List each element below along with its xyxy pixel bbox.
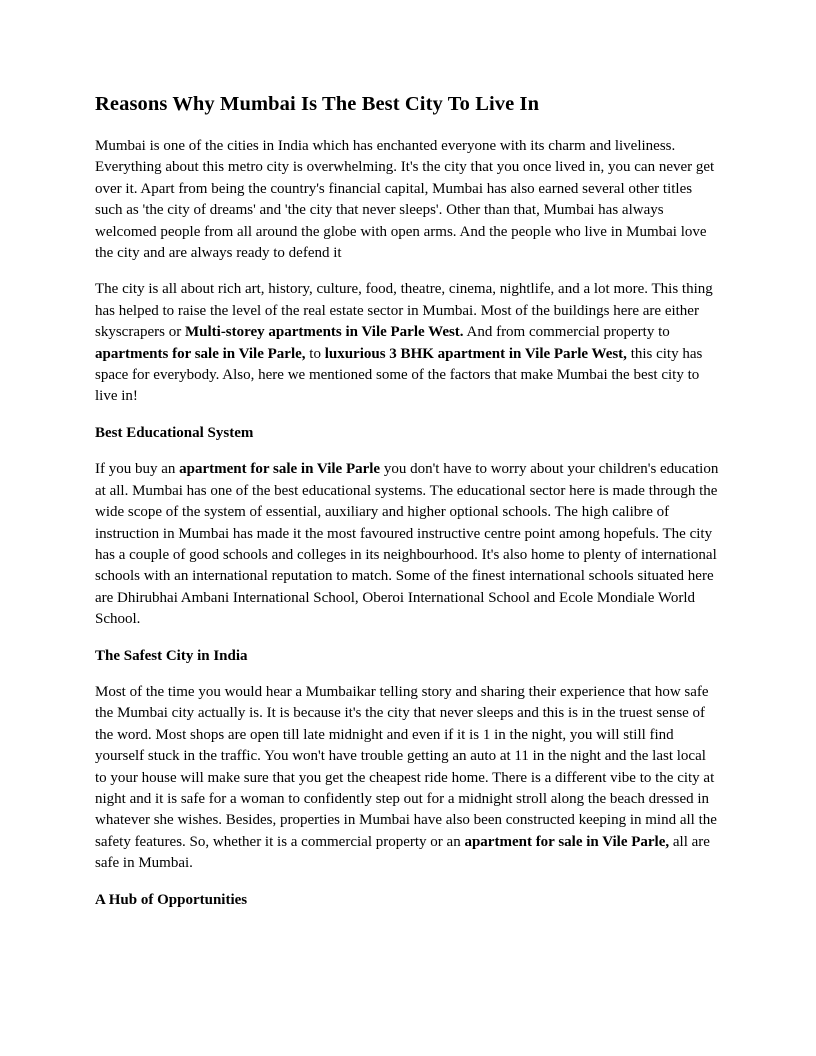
paragraph [95,279,720,407]
paragraph [95,459,720,630]
text-run: you don't have to worry about your children's education at all. Mumbai has one of the best educational systems. The educational sector here is made through the wide scope of the system of essential, auxiliary and higher optional schools. The high calibre of instruction in Mumbai has made it the most favoured instructive centre point among hopefuls. The city has a couple of good schools and colleges in its neighbourhood. It's also home to plenty of international schools with an international reputation to match. Some of the finest international schools situated here are Dhirubhai Ambani International School, Oberoi International School and Ecole Mondiale World School. [95,461,719,628]
document-title [95,92,720,117]
document-body [95,92,720,911]
section-heading [95,423,720,444]
bold-text-run: Reasons Why Mumbai Is The Best City To Live In [95,93,540,115]
text-run: all are safe in Mumbai. [95,833,710,872]
text-run: The city is all about rich art, history, culture, food, theatre, cinema, nightlife, and a lot more. This thing has helped to raise the level of the real estate sector in Mumbai. Most of the buildings here are either skyscrapers or [95,281,713,341]
bold-text-run: Best Educational System [95,424,254,441]
bold-text-run: apartment for sale in Vile Parle, [464,833,670,850]
paragraph [95,682,720,875]
paragraph [95,136,720,264]
bold-text-run: Multi-storey apartments in Vile Parle West. [184,324,464,341]
text-run: this city has space for everybody. Also, here we mentioned some of the factors that make Mumbai the best city to live in! [95,345,703,405]
bold-text-run: The Safest City in India [95,647,248,664]
bold-text-run: apartments for sale in Vile Parle, [95,345,306,362]
section-heading [95,646,720,667]
bold-text-run: A Hub of Opportunities [95,891,248,908]
text-run: Most of the time you would hear a Mumbaikar telling story and sharing their experience that how safe the Mumbai city actually is. It is because it's the city that never sleeps and this is in the truest sense of the word. Most shops are open till late midnight and even if it is 1 in the night, you will still find yourself stuck in the traffic. You won't have trouble getting an auto at 11 in the night and the last local to your house will make sure that you get the cheapest ride home. There is a different vibe to the city at night and it is safe for a woman to confidently step out for a midnight stroll along the beach dressed in whatever she wishes. Besides, properties in Mumbai have also been constructed keeping in mind all the safety features. So, whether it is a commercial property or an [95,683,717,850]
text-run: And from commercial property to [463,324,670,341]
text-run: If you buy an [95,461,180,478]
section-heading [95,890,720,911]
bold-text-run: apartment for sale in Vile Parle [179,461,381,478]
text-run: to [305,345,325,362]
text-run: Mumbai is one of the cities in India which has enchanted everyone with its charm and liveliness. Everything about this metro city is overwhelming. It's the city that you once lived in, you can never get over it. Apart from being the country's financial capital, Mumbai has also earned several other titles such as 'the city of dreams' and 'the city that never sleeps'. Other than that, Mumbai has always welcomed people from all around the globe with open arms. And the people who live in Mumbai love the city and are always ready to defend it [95,138,715,262]
bold-text-run: luxurious 3 BHK apartment in Vile Parle West, [324,345,627,362]
